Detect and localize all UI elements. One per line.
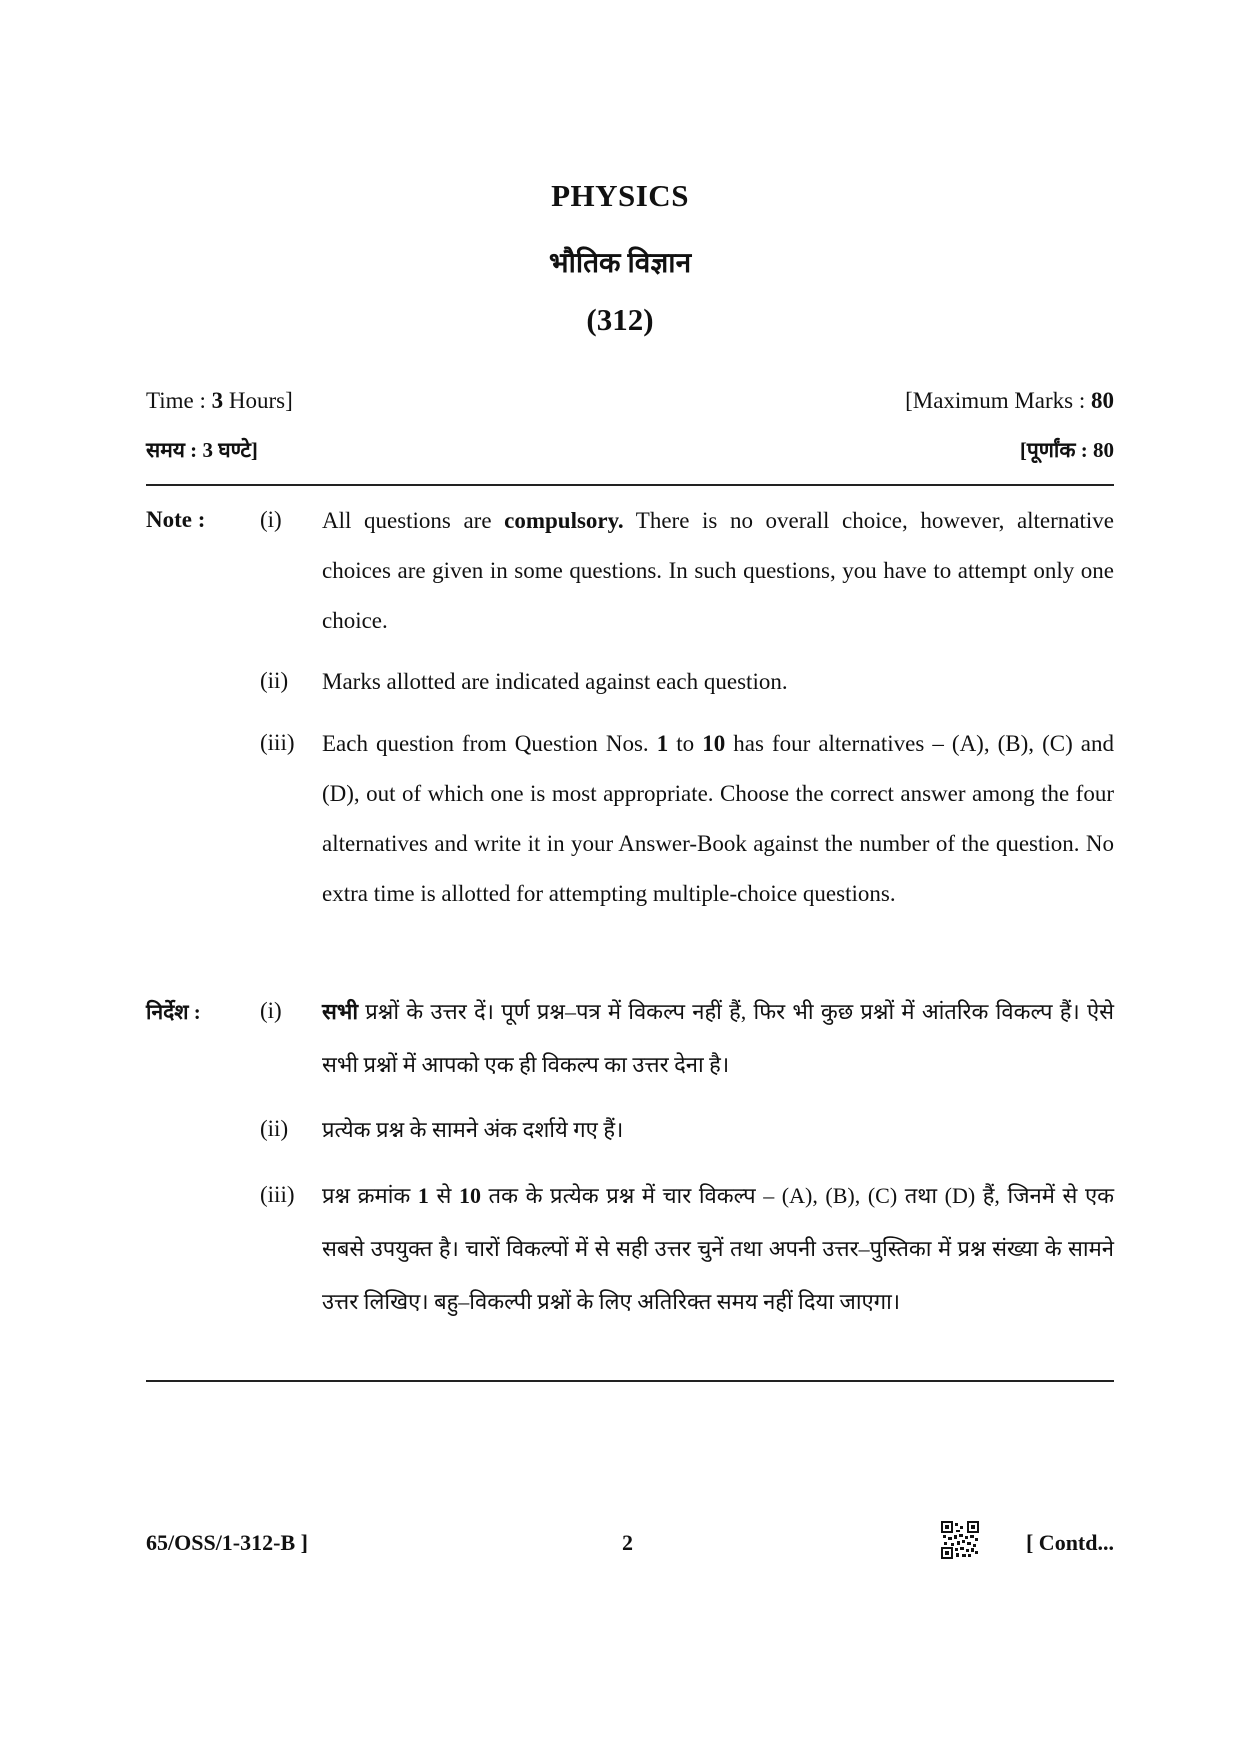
marks-line-hindi: [पूर्णांक : 80: [1019, 438, 1114, 462]
page-title-hindi: भौतिक विज्ञान: [548, 248, 692, 279]
note-hindi-item-1: सभी प्रश्नों के उत्तर दें। पूर्ण प्रश्न–पत्र में विकल्प नहीं हैं, फिर भी कुछ प्रश्नों में आंतरिक विकल्प हैं। ऐसे सभी प्रश्नों में आपको एक ही विकल्प का उत्तर देना है।: [322, 999, 1114, 1077]
page-number: 2: [622, 1530, 633, 1555]
time-line: Time : 3 Hours]: [146, 388, 293, 413]
note-label: Note :: [146, 507, 206, 532]
note-number: (i): [260, 998, 282, 1023]
note-hindi-item-2: प्रत्येक प्रश्न के सामने अंक दर्शाये गए हैं।: [322, 1117, 624, 1142]
continued-label: [ Contd...: [1025, 1530, 1114, 1555]
marks-line: [Maximum Marks : 80: [905, 388, 1114, 413]
bottom-divider: [146, 1380, 1114, 1382]
top-divider: [146, 484, 1114, 486]
note-item-1: All questions are compulsory. There is no overall choice, however, alternative choices are given in some questions. In such questions, you have to attempt only one choice.: [322, 508, 1115, 633]
note-number: (ii): [260, 668, 289, 693]
page-title: PHYSICS: [551, 178, 689, 213]
note-number: (i): [260, 507, 282, 532]
subject-code: (312): [586, 302, 654, 337]
qr-code-icon: [941, 1521, 979, 1559]
note-item-2: Marks allotted are indicated against each question.: [322, 669, 788, 694]
time-line-hindi: समय : 3 घण्टे]: [146, 438, 258, 462]
note-number: (iii): [260, 1182, 295, 1207]
note-item-3: Each question from Question Nos. 1 to 10 has four alternatives – (A), (B), (C) and (D), out of which one is most appropriate. Choose the correct answer among the four alternatives and write it in your Answer-Book against the number of the question. No extra time is allotted for attempting multiple-choice questions.: [322, 731, 1115, 906]
note-hindi-item-3: प्रश्न क्रमांक 1 से 10 तक के प्रत्येक प्रश्न में चार विकल्प – (A), (B), (C) तथा (D) हैं, जिनमें से एक सबसे उपयुक्त है। चारों विकल्पों में से सही उत्तर चुनें तथा अपनी उत्तर–पुस्तिका में प्रश्न संख्या के सामने उत्तर लिखिए। बहु–विकल्पी प्रश्नों के लिए अतिरिक्त समय नहीं दिया जाएगा।: [322, 1183, 1115, 1314]
note-label-hindi: निर्देश :: [146, 1000, 201, 1024]
note-number: (iii): [260, 730, 295, 755]
paper-code: 65/OSS/1-312-B ]: [146, 1530, 308, 1555]
note-number: (ii): [260, 1116, 289, 1141]
